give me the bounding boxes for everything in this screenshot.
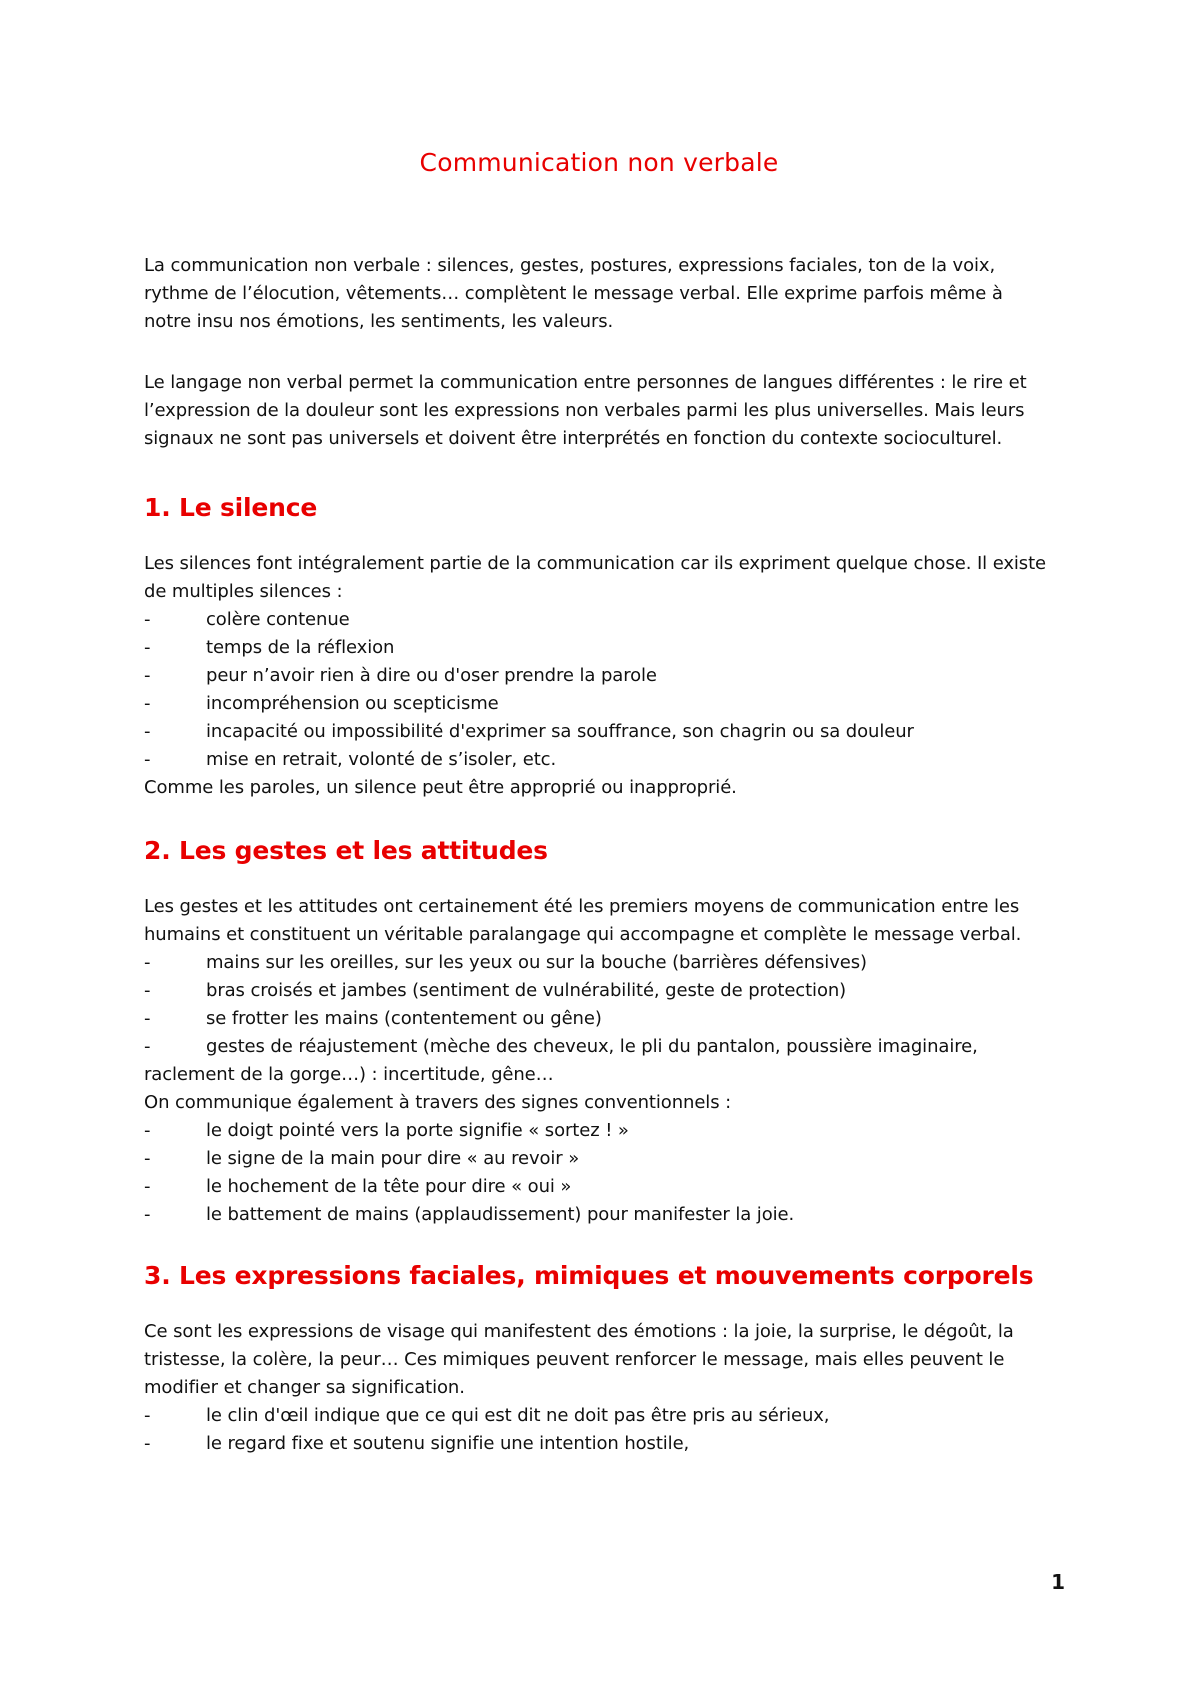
- list-dash: -: [144, 952, 151, 973]
- list-item-text: temps de la réflexion: [206, 637, 395, 658]
- list-dash: -: [144, 665, 151, 686]
- list-dash: -: [144, 1008, 151, 1029]
- list-dash: -: [144, 693, 151, 714]
- section-expressions-intro: Ce sont les expressions de visage qui manifestent des émotions : la joie, la surprise, le dégoût, la tristesse, la colère, la peur… Ces mimiques peuvent renforcer le message, mais elles peuvent le modifier et changer sa signification.: [144, 1321, 1014, 1398]
- list-item-text: incompréhension ou scepticisme: [206, 693, 499, 714]
- list-item-text: le doigt pointé vers la porte signifie « sortez ! »: [206, 1120, 629, 1141]
- list-item-text: peur n’avoir rien à dire ou d'oser prendre la parole: [206, 665, 657, 686]
- signes-list: [144, 1117, 1054, 1229]
- list-item: [144, 690, 1054, 718]
- list-item-text: le regard fixe et soutenu signifie une intention hostile,: [206, 1433, 690, 1454]
- silence-list: [144, 606, 1054, 774]
- list-dash: -: [144, 1433, 151, 1454]
- list-item: [144, 1005, 1054, 1033]
- list-item-text: mise en retrait, volonté de s’isoler, etc.: [206, 749, 557, 770]
- list-dash: -: [144, 609, 151, 630]
- list-item-text: le hochement de la tête pour dire « oui »: [206, 1176, 572, 1197]
- section-heading-silence: 1. Le silence: [144, 493, 318, 522]
- list-item: [144, 949, 1054, 977]
- list-item: [144, 1117, 1054, 1145]
- gestes-list: [144, 949, 1054, 1089]
- list-item: [144, 1145, 1054, 1173]
- list-dash: -: [144, 1148, 151, 1169]
- list-dash: -: [144, 637, 151, 658]
- document-title: Communication non verbale: [419, 148, 779, 177]
- list-item-text: gestes de réajustement (mèche des cheveux, le pli du pantalon, poussière imaginaire, raclement de la gorge…) : incertitude, gêne…: [144, 1036, 978, 1085]
- section-gestes-intro: Les gestes et les attitudes ont certainement été les premiers moyens de communication entre les humains et constituent un véritable paralangage qui accompagne et complète le message verbal.: [144, 896, 1022, 945]
- list-item: [144, 1173, 1054, 1201]
- list-item: [144, 1033, 1054, 1089]
- list-item-text: bras croisés et jambes (sentiment de vulnérabilité, geste de protection): [206, 980, 847, 1001]
- list-item-text: le signe de la main pour dire « au revoir »: [206, 1148, 580, 1169]
- list-dash: -: [144, 1204, 151, 1225]
- list-item-text: mains sur les oreilles, sur les yeux ou sur la bouche (barrières défensives): [206, 952, 867, 973]
- list-dash: -: [144, 980, 151, 1001]
- list-item-text: incapacité ou impossibilité d'exprimer sa souffrance, son chagrin ou sa douleur: [206, 721, 914, 742]
- list-item: [144, 1430, 1054, 1458]
- document-content: [144, 148, 1054, 1458]
- list-item-text: colère contenue: [206, 609, 350, 630]
- list-dash: -: [144, 721, 151, 742]
- list-dash: -: [144, 1176, 151, 1197]
- page-number: 1: [1051, 1570, 1065, 1594]
- section-heading-expressions: 3. Les expressions faciales, mimiques et mouvements corporels: [144, 1261, 1034, 1290]
- list-dash: -: [144, 749, 151, 770]
- list-item-text: le clin d'œil indique que ce qui est dit ne doit pas être pris au sérieux,: [206, 1405, 830, 1426]
- section-heading-gestes: 2. Les gestes et les attitudes: [144, 836, 548, 865]
- section-gestes-middle: On communique également à travers des signes conventionnels :: [144, 1092, 732, 1113]
- intro-paragraph-2: Le langage non verbal permet la communication entre personnes de langues différentes : le rire et l’expression de la douleur sont les expressions non verbales parmi les plus universelles. Mais leurs signaux ne sont pas universels et doivent être interprétés en fonction du contexte socioculturel.: [144, 372, 1027, 449]
- list-dash: -: [144, 1405, 151, 1426]
- list-item: [144, 746, 1054, 774]
- list-item: [144, 977, 1054, 1005]
- list-item: [144, 662, 1054, 690]
- expressions-list: [144, 1402, 1054, 1458]
- section-silence-intro: Les silences font intégralement partie de la communication car ils expriment quelque chose. Il existe de multiples silences :: [144, 553, 1047, 602]
- list-item: [144, 1402, 1054, 1430]
- list-dash: -: [144, 1120, 151, 1141]
- list-dash: -: [144, 1036, 151, 1057]
- list-item-text: le battement de mains (applaudissement) pour manifester la joie.: [206, 1204, 795, 1225]
- list-item: [144, 606, 1054, 634]
- section-silence-outro: Comme les paroles, un silence peut être approprié ou inapproprié.: [144, 777, 737, 798]
- list-item: [144, 1201, 1054, 1229]
- list-item: [144, 634, 1054, 662]
- intro-paragraph-1: La communication non verbale : silences, gestes, postures, expressions faciales, ton de la voix, rythme de l’élocution, vêtements… complètent le message verbal. Elle exprime parfois même à notre insu nos émotions, les sentiments, les valeurs.: [144, 255, 1003, 332]
- list-item: [144, 718, 1054, 746]
- list-item-text: se frotter les mains (contentement ou gêne): [206, 1008, 602, 1029]
